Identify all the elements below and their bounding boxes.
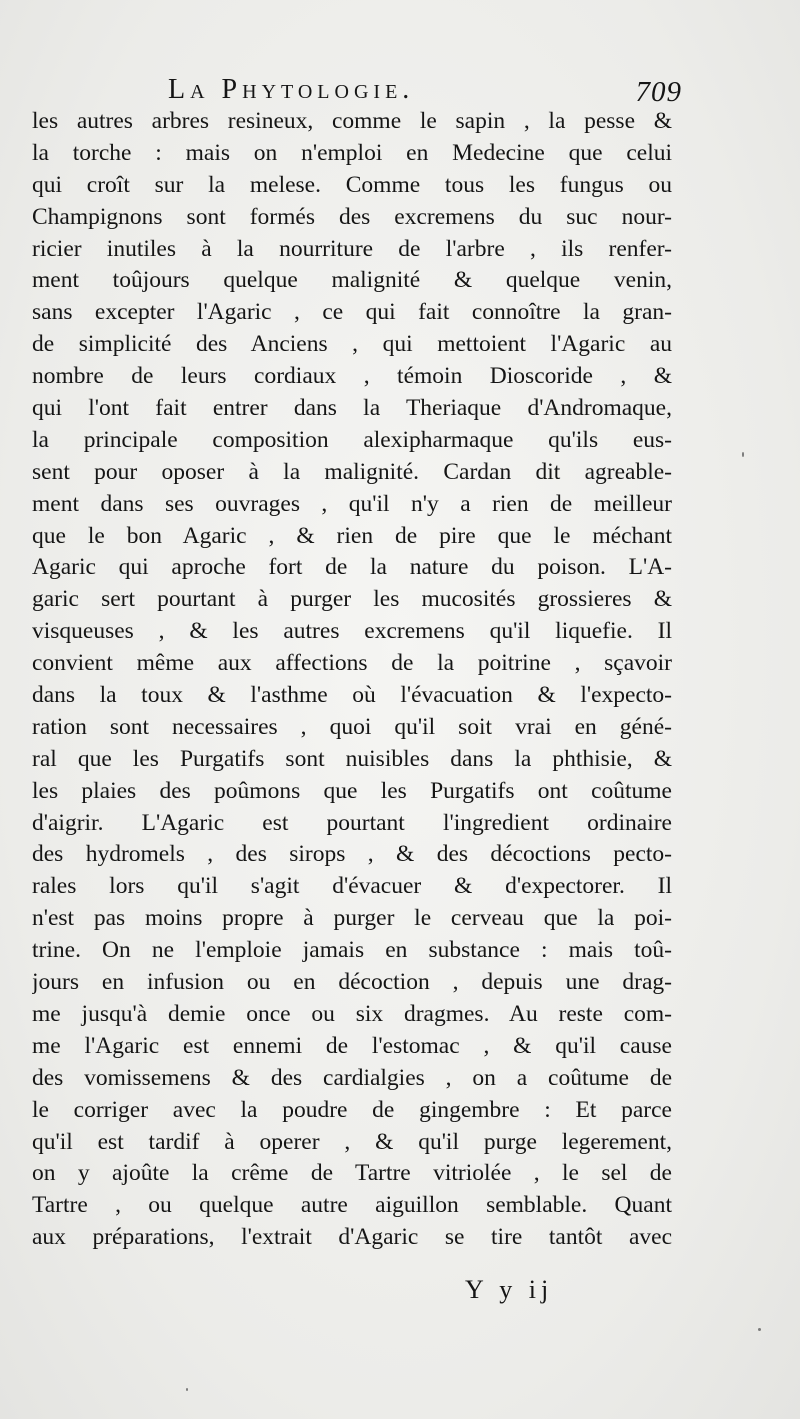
text-line: ral que les Purgatifs sont nuisibles dans la phthisie, & — [32, 745, 672, 772]
text-line: les plaies des poûmons que les Purgatifs ont coûtume — [32, 777, 672, 804]
text-line: on y ajoûte la crême de Tartre vitriolée , le sel de — [32, 1160, 672, 1187]
paper-speck — [742, 452, 744, 457]
text-line: sans excepter l'Agaric , ce qui fait connoître la gran- — [32, 299, 672, 326]
text-line: ment toûjours quelque malignité & quelque venin, — [32, 267, 672, 294]
paper-speck — [758, 1328, 761, 1331]
text-line: visqueuses , & les autres excremens qu'il liquefie. Il — [32, 618, 672, 645]
text-line: ment dans ses ouvrages , qu'il n'y a rien de meilleur — [32, 490, 672, 517]
text-line: ricier inutiles à la nourriture de l'arbre , ils renfer- — [32, 235, 672, 262]
text-line: me jusqu'à demie once ou six dragmes. Au reste com- — [32, 1000, 672, 1027]
text-line: qui croît sur la melese. Comme tous les fungus ou — [32, 171, 672, 198]
text-line: le corriger avec la poudre de gingembre : Et parce — [32, 1096, 672, 1123]
text-line: d'aigrir. L'Agaric est pourtant l'ingredient ordinaire — [32, 809, 672, 836]
signature-mark: Y y ij — [465, 1275, 554, 1304]
text-line: Champignons sont formés des excremens du suc nour- — [32, 203, 672, 230]
text-line: Tartre , ou quelque autre aiguillon semblable. Quant — [32, 1192, 672, 1219]
text-line: sent pour oposer à la malignité. Cardan dit agreable- — [32, 458, 672, 485]
text-line: les autres arbres resineux, comme le sapin , la pesse & — [32, 108, 672, 134]
text-line: dans la toux & l'asthme où l'évacuation & l'expecto- — [32, 682, 672, 709]
text-line: aux préparations, l'extrait d'Agaric se tire tantôt avec — [32, 1224, 672, 1251]
text-line: la torche : mais on n'emploi en Medecine que celui — [32, 139, 672, 166]
text-line: la principale composition alexipharmaque qu'ils eus- — [32, 426, 672, 453]
text-line: me l'Agaric est ennemi de l'estomac , & qu'il cause — [32, 1032, 672, 1059]
text-line: convient même aux affections de la poitrine , sçavoir — [32, 650, 672, 677]
text-line: garic sert pourtant à purger les mucosités grossieres & — [32, 586, 672, 613]
text-line: des hydromels , des sirops , & des décoctions pecto- — [32, 841, 672, 868]
page-number: 709 — [635, 76, 682, 108]
paper-speck — [186, 1388, 188, 1391]
text-line: Agaric qui aproche fort de la nature du poison. L'A- — [32, 554, 672, 581]
text-line: jours en infusion ou en décoction , depuis une drag- — [32, 969, 672, 996]
text-line: qu'il est tardif à operer , & qu'il purge legerement, — [32, 1128, 672, 1155]
text-line: que le bon Agaric , & rien de pire que le méchant — [32, 522, 672, 549]
text-line: trine. On ne l'emploie jamais en substance : mais toû- — [32, 937, 672, 964]
text-line: rales lors qu'il s'agit d'évacuer & d'expectorer. Il — [32, 873, 672, 900]
body-text — [32, 106, 672, 1254]
running-title: La Phytologie. — [168, 74, 415, 105]
text-line: ration sont necessaires , quoi qu'il soit vrai en géné- — [32, 713, 672, 740]
text-line: de simplicité des Anciens , qui mettoient l'Agaric au — [32, 331, 672, 358]
text-line: nombre de leurs cordiaux , témoin Dioscoride , & — [32, 363, 672, 390]
text-line: des vomissemens & des cardialgies , on a coûtume de — [32, 1064, 672, 1091]
text-line: qui l'ont fait entrer dans la Theriaque d'Andromaque, — [32, 395, 672, 422]
text-line: n'est pas moins propre à purger le cerveau que la poi- — [32, 905, 672, 932]
